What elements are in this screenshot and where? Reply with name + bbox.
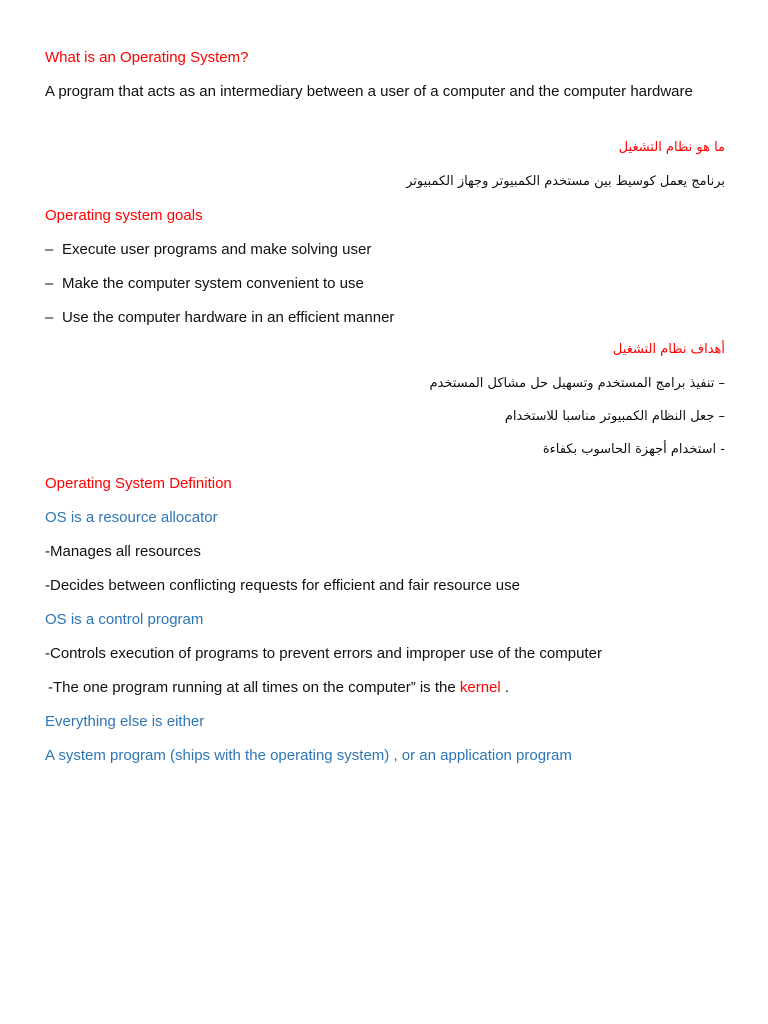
question-answer: A program that acts as an intermediary between a user of a computer and the computer hardware (45, 83, 693, 100)
bullet-dash: – (45, 275, 54, 292)
control-program-heading: OS is a control program (45, 611, 204, 628)
arabic-answer: برنامج يعمل كوسيط بين مستخدم الكمبيوتر وجهاز الكمبيوتر (406, 174, 725, 189)
arabic-question-heading: ما هو نظام التشغيل (618, 140, 725, 155)
goals-heading: Operating system goals (45, 207, 203, 224)
goal-item (45, 306, 725, 330)
arabic-goal-item: – تنفيذ برامج المستخدم وتسهيل حل مشاكل المستخدم (429, 376, 725, 391)
goal-text: Make the computer system convenient to use (62, 275, 364, 292)
control-point: -Controls execution of programs to prevent errors and improper use of the computer (45, 645, 602, 662)
allocator-point: -Manages all resources (45, 543, 201, 560)
question-heading: What is an Operating System? (45, 49, 249, 66)
goal-text: Execute user programs and make solving user (62, 241, 372, 258)
arabic-goal-item: – جعل النظام الكمبيوتر مناسبا للاستخدام (504, 409, 725, 424)
everything-else-heading: Everything else is either (45, 713, 205, 730)
definition-heading: Operating System Definition (45, 475, 232, 492)
goal-text: Use the computer hardware in an efficient manner (62, 309, 395, 326)
kernel-sentence (48, 676, 728, 700)
bullet-dash: – (45, 309, 54, 326)
allocator-point: -Decides between conflicting requests for efficient and fair resource use (45, 577, 520, 594)
arabic-goal-item: - استخدام أجهزة الحاسوب بكفاءة (542, 442, 725, 457)
kernel-prefix: -The one program running at all times on the computer” is the (48, 679, 456, 696)
resource-allocator-heading: OS is a resource allocator (45, 509, 218, 526)
arabic-goals-heading: أهداف نظام التشغيل (612, 342, 725, 357)
kernel-word: kernel (459, 679, 501, 696)
bullet-dash: – (45, 241, 54, 258)
kernel-suffix: . (504, 679, 510, 696)
goal-item (45, 238, 725, 262)
everything-else-detail: A system program (ships with the operating system) , or an application program (45, 747, 572, 764)
goal-item (45, 272, 725, 296)
